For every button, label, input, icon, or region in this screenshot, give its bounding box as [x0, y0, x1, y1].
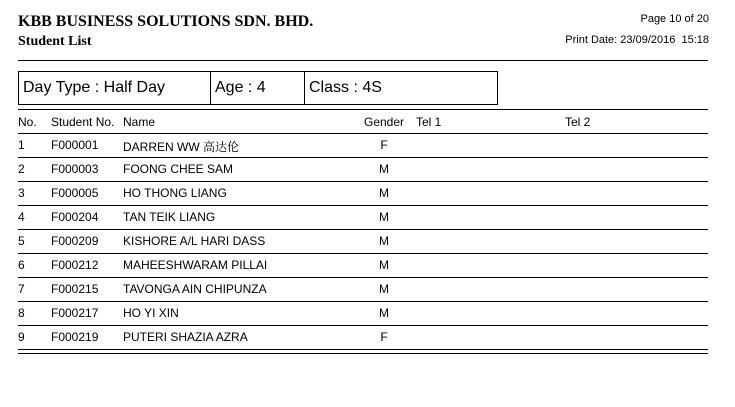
- header-tel1: Tel 1: [416, 115, 442, 129]
- filter-age: Age : 4: [211, 72, 305, 104]
- cell-gender: M: [379, 258, 389, 272]
- cell-student-no: F000219: [51, 330, 99, 344]
- cell-student-no: F000001: [51, 138, 99, 152]
- cell-no: 7: [18, 282, 25, 296]
- cell-name: FOONG CHEE SAM: [123, 162, 234, 176]
- row-divider: [18, 349, 708, 350]
- cell-student-no: F000003: [51, 162, 99, 176]
- cell-name: KISHORE A/L HARI DASS: [123, 234, 266, 248]
- cell-name: TAVONGA AIN CHIPUNZA: [123, 282, 267, 296]
- header-no: No.: [18, 115, 37, 129]
- table-row: [0, 134, 735, 158]
- cell-no: 4: [18, 210, 25, 224]
- table-row: [0, 302, 735, 326]
- cell-no: 6: [18, 258, 25, 272]
- table-row: [0, 230, 735, 254]
- cell-student-no: F000005: [51, 186, 99, 200]
- cell-no: 1: [18, 138, 25, 152]
- print-date: Print Date: 23/09/2016: [565, 34, 676, 46]
- filter-class: Class : 4S: [309, 79, 382, 96]
- header-divider: [18, 60, 708, 61]
- cell-name: HO THONG LIANG: [123, 186, 227, 200]
- cell-no: 2: [18, 162, 25, 176]
- header-student-no: Student No.: [51, 115, 115, 129]
- page-info: Page 10 of 20: [640, 13, 709, 25]
- cell-name: DARREN WW 高达伦: [123, 140, 239, 154]
- table-top-rule: [18, 109, 708, 110]
- cell-student-no: F000209: [51, 234, 99, 248]
- cell-name: PUTERI SHAZIA AZRA: [123, 330, 248, 344]
- print-info: [565, 34, 709, 46]
- cell-name: HO YI XIN: [123, 306, 179, 320]
- company-name: KBB BUSINESS SOLUTIONS SDN. BHD.: [18, 13, 314, 30]
- cell-student-no: F000204: [51, 210, 99, 224]
- cell-name: TAN TEIK LIANG: [123, 210, 216, 224]
- cell-gender: M: [379, 186, 389, 200]
- cell-student-no: F000215: [51, 282, 99, 296]
- cell-gender: M: [379, 210, 389, 224]
- table-row: [0, 254, 735, 278]
- cell-student-no: F000212: [51, 258, 99, 272]
- table-row: [0, 326, 735, 350]
- table-row: [0, 278, 735, 302]
- report-title: Student List: [18, 34, 92, 49]
- cell-student-no: F000217: [51, 306, 99, 320]
- cell-gender: M: [379, 234, 389, 248]
- header-tel2: Tel 2: [565, 115, 591, 129]
- table-row: [0, 158, 735, 182]
- filter-box: [18, 71, 498, 105]
- cell-name: MAHEESHWARAM PILLAI: [123, 258, 268, 272]
- cell-no: 9: [18, 330, 25, 344]
- table-row: [0, 182, 735, 206]
- print-time: 15:18: [681, 34, 709, 46]
- header-name: Name: [123, 115, 156, 129]
- filter-day-type: Day Type : Half Day: [19, 72, 211, 104]
- cell-gender: F: [380, 138, 388, 152]
- cell-gender: M: [379, 306, 389, 320]
- table-bottom-rule: [18, 353, 708, 354]
- cell-no: 8: [18, 306, 25, 320]
- cell-no: 3: [18, 186, 25, 200]
- table-row: [0, 206, 735, 230]
- cell-gender: M: [379, 162, 389, 176]
- header-gender: Gender: [364, 115, 405, 129]
- cell-gender: F: [380, 330, 388, 344]
- cell-gender: M: [379, 282, 389, 296]
- cell-no: 5: [18, 234, 25, 248]
